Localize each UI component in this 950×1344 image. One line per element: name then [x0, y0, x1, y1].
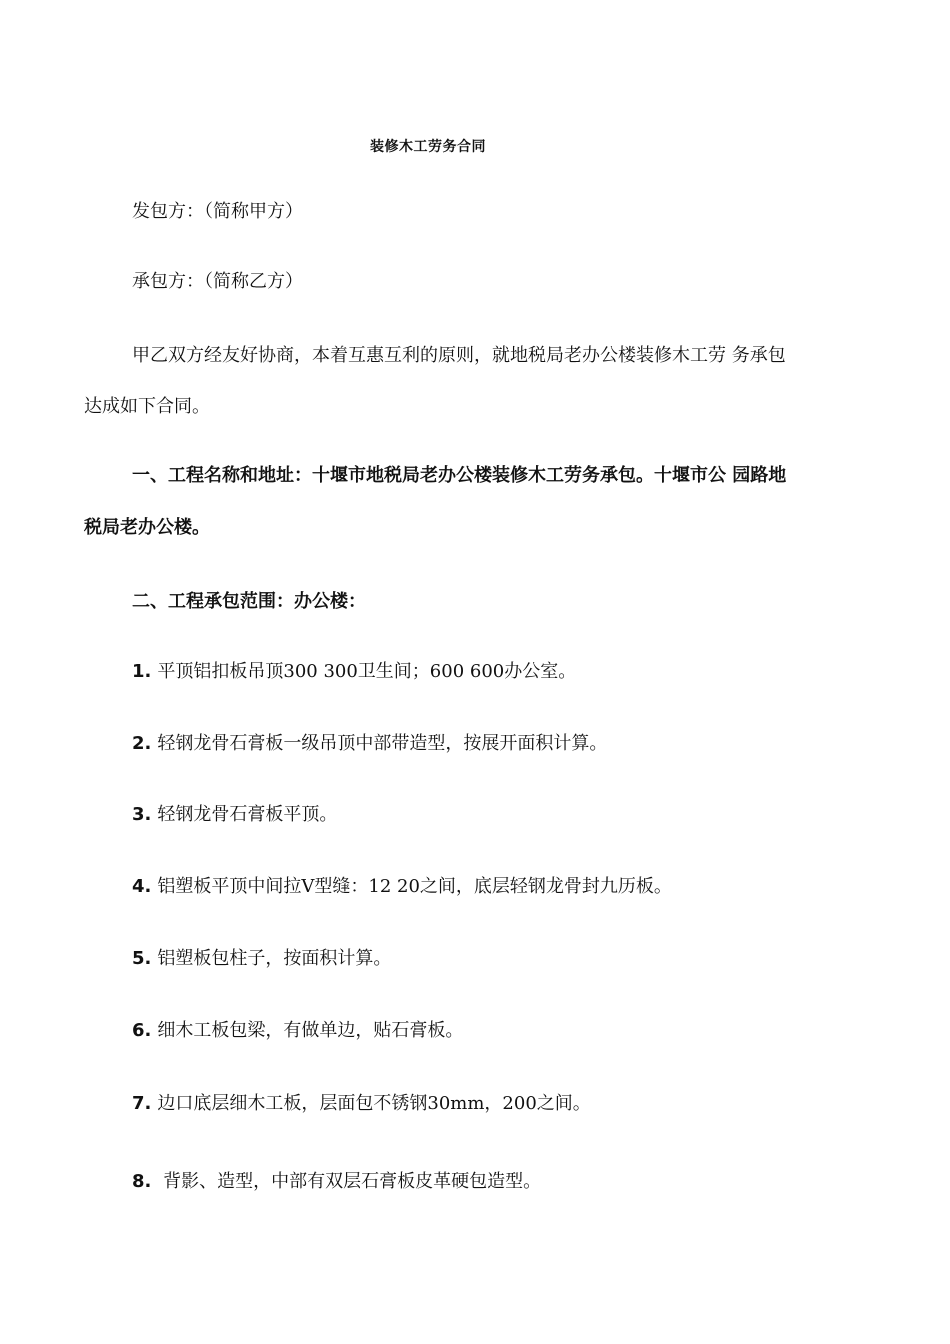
list-item [132, 660, 576, 684]
list-item [132, 732, 607, 756]
party-a-line: 发包方：（简称甲方） [132, 201, 303, 222]
list-item [132, 803, 337, 827]
list-item [132, 947, 391, 971]
list-item [132, 1170, 541, 1194]
party-b-line: 承包方：（简称乙方） [132, 271, 303, 292]
list-item-number: 3. [132, 804, 152, 825]
list-item [132, 1092, 591, 1116]
list-item [132, 875, 672, 899]
list-item-text: 轻钢龙骨石膏板平顶。 [157, 804, 338, 825]
section-1-line-2: 税局老办公楼。 [84, 517, 210, 538]
section-2-heading: 二、工程承包范围：办公楼： [132, 591, 366, 612]
list-item-number: 1. [132, 661, 152, 682]
list-item-number: 6. [132, 1020, 152, 1041]
list-item-text: 背影、造型，中部有双层石膏板皮革硬包造型。 [157, 1171, 542, 1192]
list-item-number: 8. [132, 1171, 152, 1192]
list-item-number: 5. [132, 948, 152, 969]
intro-paragraph-line-1: 甲乙双方经友好协商，本着互惠互利的原则，就地税局老办公楼装修木工劳 务承包 [132, 345, 786, 366]
list-item-number: 2. [132, 733, 152, 754]
document-title: 装修木工劳务合同 [370, 139, 486, 155]
list-item-text: 轻钢龙骨石膏板一级吊顶中部带造型，按展开面积计算。 [157, 733, 608, 754]
list-item-text: 平顶铝扣板吊顶300 300卫生间；600 600办公室。 [157, 661, 577, 682]
list-item-number: 4. [132, 876, 152, 897]
list-item-text: 细木工板包梁，有做单边，贴石膏板。 [157, 1020, 464, 1041]
intro-paragraph-line-2: 达成如下合同。 [84, 396, 210, 417]
list-item-text: 铝塑板包柱子，按面积计算。 [157, 948, 392, 969]
section-1-line-1: 一、工程名称和地址：十堰市地税局老办公楼装修木工劳务承包。十堰市公 园路地 [132, 465, 787, 486]
list-item-text: 铝塑板平顶中间拉V型缝：12 20之间，底层轻钢龙骨封九历板。 [157, 876, 672, 897]
list-item-text: 边口底层细木工板，层面包不锈钢30mm，200之间。 [157, 1093, 591, 1114]
list-item [132, 1019, 463, 1043]
list-item-number: 7. [132, 1093, 152, 1114]
